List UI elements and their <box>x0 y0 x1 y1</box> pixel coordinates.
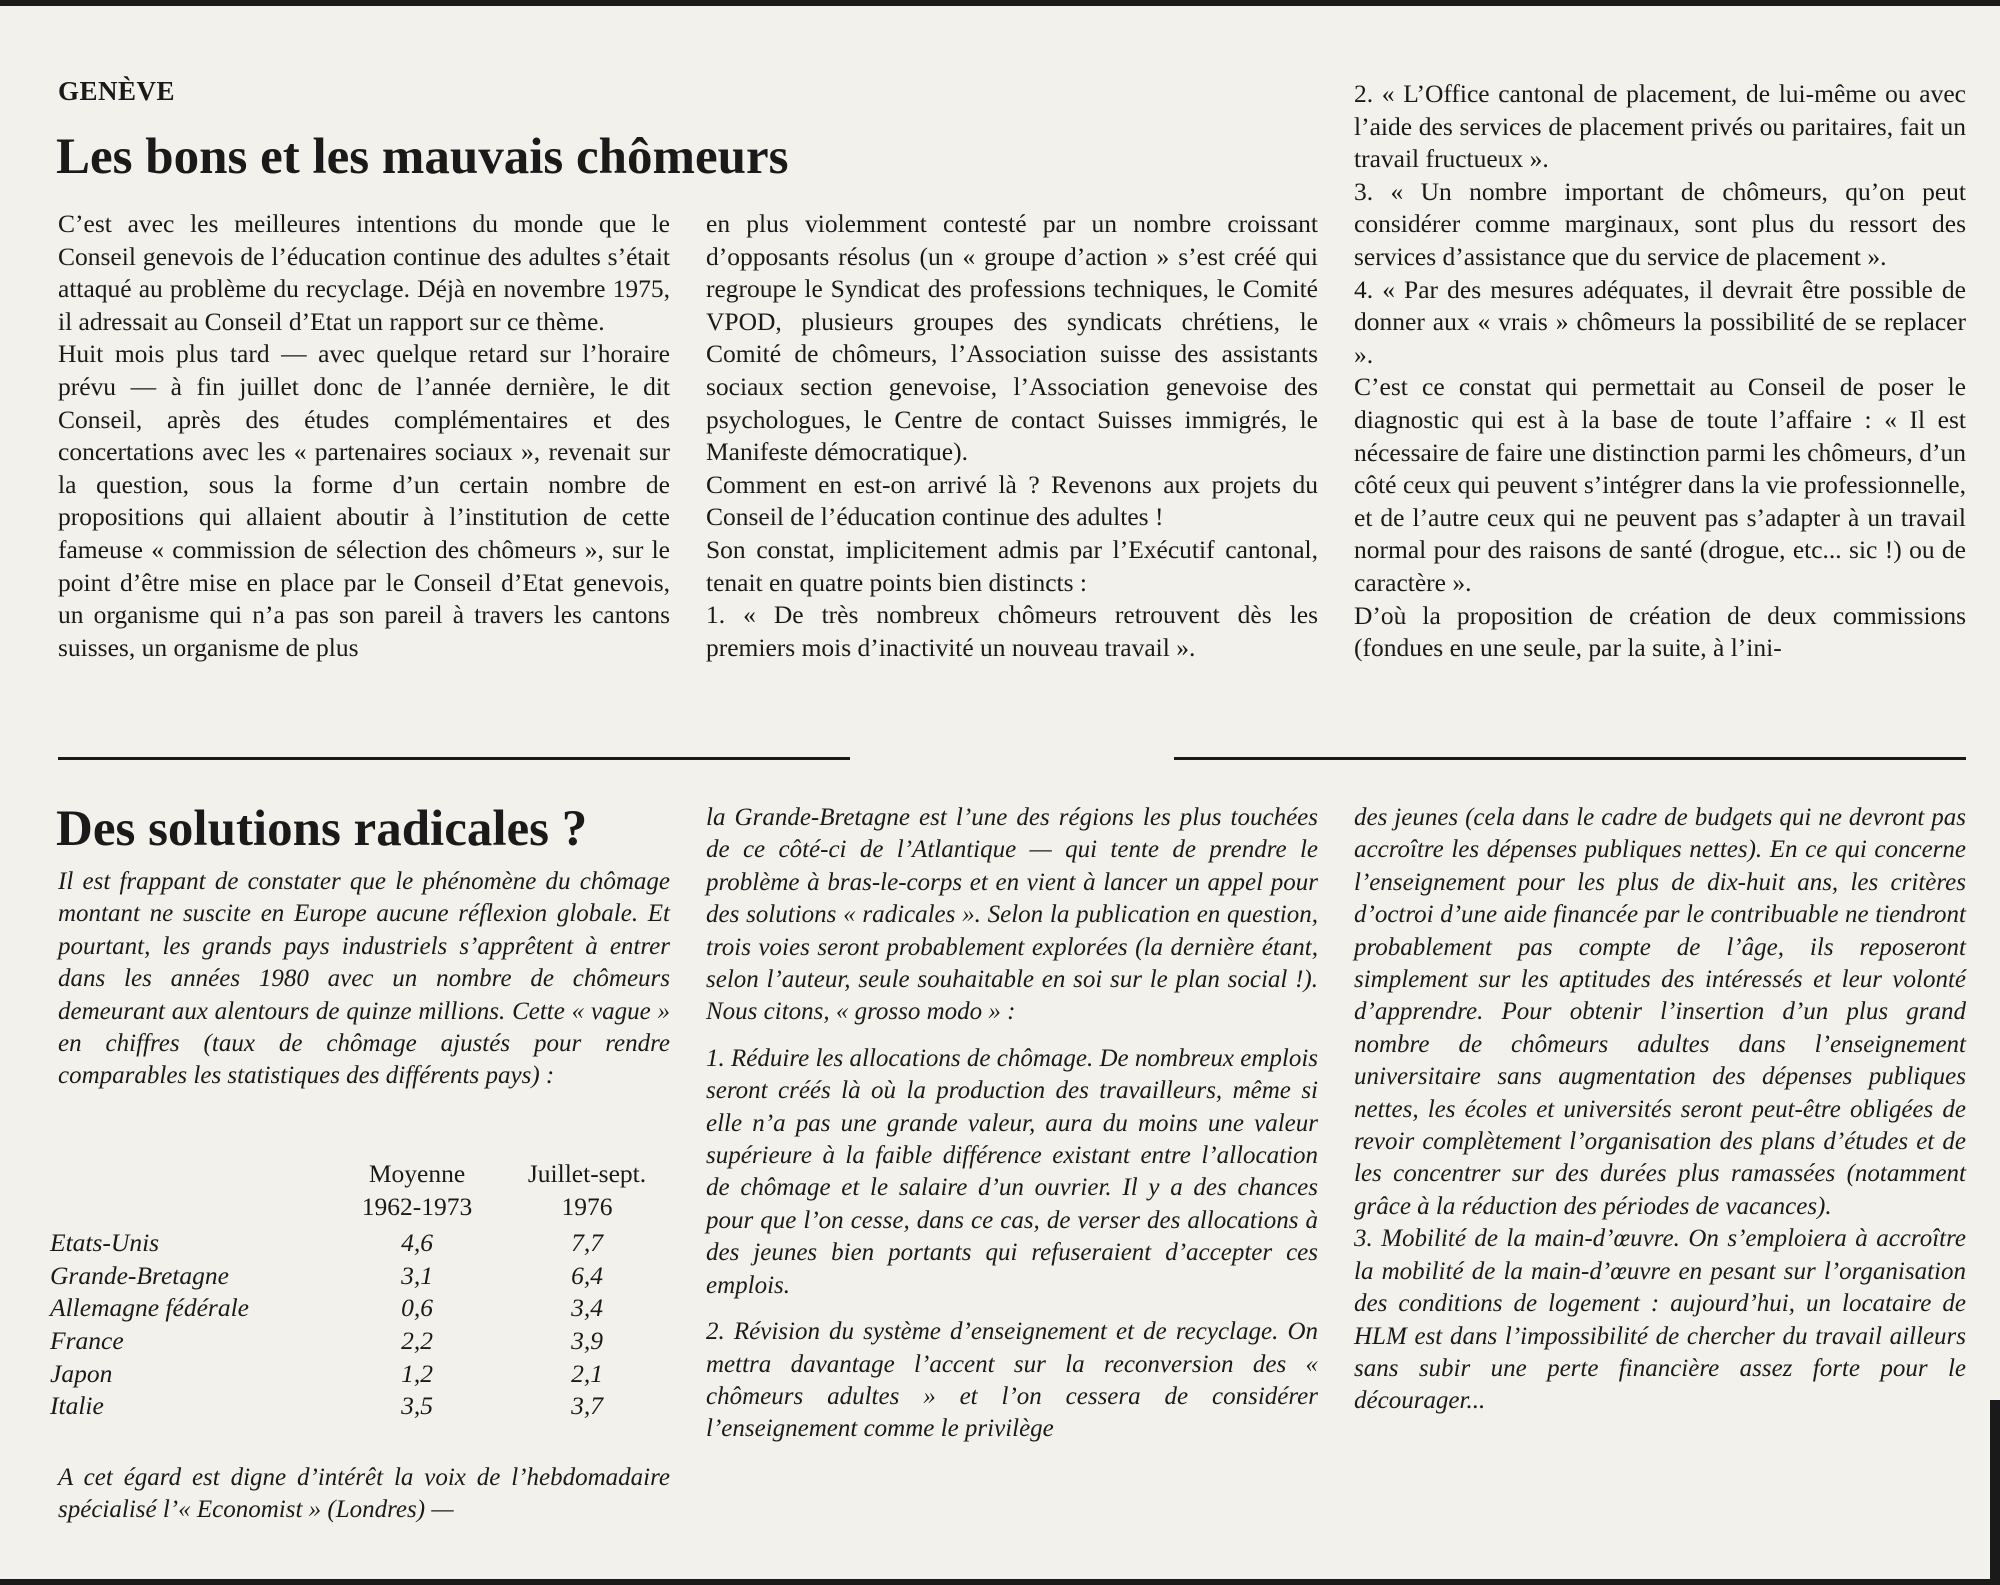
article2-outro <box>58 1462 670 1527</box>
paragraph: 4. « Par des mesures adéquates, il devrait être possible de donner aux « vrais » chômeurs la possibilité de se replacer ». <box>1354 274 1966 369</box>
bottom-border-rule <box>0 1579 2000 1585</box>
table-row <box>50 1260 672 1293</box>
average-cell: 3,5 <box>401 1391 433 1421</box>
article2-intro <box>58 866 670 1093</box>
article1-column-2 <box>706 208 1318 664</box>
q3-cell: 3,7 <box>571 1391 603 1421</box>
country-cell: Allemagne fédérale <box>50 1293 249 1323</box>
article2-column-3 <box>1354 802 1966 1418</box>
paragraph: 2. « L’Office cantonal de placement, de lui-même ou avec l’aide des services de placement privés ou paritaires, fait un travail fructueux ». <box>1354 79 1966 174</box>
paragraph: la Grande-Bretagne est l’une des régions les plus touchées de ce côté-ci de l’Atlantique — qui tente de prendre le problème à bras-le-corps et en vient à lancer un appel pour des solutions « radicales ». Selon la publication en question, trois voies seront probablement explorées (la dernière étant, selon l’auteur, seule souhaitable en soi sur le plan social !). Nous citons, « grosso modo » : <box>706 804 1318 1026</box>
paragraph: A cet égard est digne d’intérêt la voix de l’hebdomadaire spécialisé l’« Economist » (Londres) — <box>58 1464 670 1524</box>
article1-kicker: GENÈVE <box>58 76 176 106</box>
article2-column-2 <box>706 802 1318 1446</box>
header-line: Juillet-sept. <box>527 1159 647 1188</box>
table-header-average <box>332 1158 502 1227</box>
paragraph: Comment en est-on arrivé là ? Revenons aux projets du Conseil de l’éducation continue des adultes ! <box>706 469 1318 532</box>
table-header-q3 <box>502 1158 672 1227</box>
average-cell: 1,2 <box>401 1358 433 1388</box>
paragraph: D’où la proposition de création de deux commissions (fondues en une seule, par la suite, à l’ini- <box>1354 600 1966 663</box>
q3-cell: 7,7 <box>571 1228 603 1258</box>
country-cell: Etats-Unis <box>50 1228 160 1258</box>
table-row <box>50 1358 672 1391</box>
paragraph: Huit mois plus tard — avec quelque retard sur l’horaire prévu — à fin juillet donc de l’année dernière, le dit Conseil, après des études complémentaires et des concertations avec les « partenaires sociaux », revenait sur la question, sous la forme d’un certain nombre de propositions qui allaient aboutir à l’institution de cette fameuse « commission de sélection des chômeurs », sur le point d’être mise en place par le Conseil d’Etat genevois, un organisme qui n’a pas son pareil à travers les cantons suisses, un organisme de plus <box>58 339 670 662</box>
q3-cell: 6,4 <box>571 1260 603 1290</box>
unemployment-table <box>50 1158 672 1423</box>
country-cell: Italie <box>50 1391 104 1421</box>
q3-cell: 3,4 <box>571 1293 603 1323</box>
paragraph: Il est frappant de constater que le phénomène du chômage montant ne suscite en Europe aucune réflexion globale. Et pourtant, les grands pays industriels s’apprêtent à entrer dans les années 1980 avec un nombre de chômeurs demeurant aux alentours de quinze millions. Cette « vague » en chiffres (taux de chômage ajustés pour rendre comparables les statistiques des différents pays) : <box>58 868 670 1090</box>
article1-column-1 <box>58 208 670 664</box>
table-header-row <box>50 1158 672 1227</box>
paragraph: Son constat, implicitement admis par l’Exécutif cantonal, tenait en quatre points bien distincts : <box>706 534 1318 597</box>
article1-column-3 <box>1354 78 1966 665</box>
table-row <box>50 1390 672 1423</box>
paragraph: en plus violemment contesté par un nombre croissant d’opposants résolus (un « groupe d’action » s’est créé qui regroupe le Syndicat des professions techniques, le Comité VPOD, plusieurs groupes des syndicats chrétiens, le Comité de chômeurs, l’Association suisse des assistants sociaux section genevoise, l’Association genevoise des psychologues, le Centre de contact Suisses immigrés, le Manifeste démocratique). <box>706 209 1318 467</box>
country-cell: Grande-Bretagne <box>50 1260 229 1290</box>
average-cell: 2,2 <box>401 1325 433 1355</box>
paragraph: 3. Mobilité de la main-d’œuvre. On s’emploiera à accroître la mobilité de la main-d’œuvre en pesant sur l’organisation des conditions de logement : aujourd’hui, un locataire de HLM est dans l’impossibilité de chercher du travail ailleurs sans subir une perte financière assez forte pour le décourager... <box>1354 1225 1966 1415</box>
table-row <box>50 1325 672 1358</box>
section-divider-left <box>58 757 850 760</box>
average-cell: 4,6 <box>401 1228 433 1258</box>
average-cell: 0,6 <box>401 1293 433 1323</box>
paragraph: 2. Révision du système d’enseignement et de recyclage. On mettra davantage l’accent sur la reconversion des « chômeurs adultes » et l’on cessera de considérer l’enseignement comme le privilège <box>706 1318 1318 1443</box>
table-row <box>50 1292 672 1325</box>
article2-headline: Des solutions radicales ? <box>56 801 588 857</box>
header-line: 1962-1973 <box>361 1191 473 1221</box>
paragraph: 3. « Un nombre important de chômeurs, qu’on peut considérer comme marginaux, sont plus du ressort des services d’assistance que du service de placement ». <box>1354 176 1966 271</box>
top-border-rule <box>0 0 2000 6</box>
paragraph: C’est avec les meilleures intentions du monde que le Conseil genevois de l’éducation continue des adultes s’était attaqué au problème du recyclage. Déjà en novembre 1975, il adressait au Conseil d’Etat un rapport sur ce thème. <box>58 209 670 336</box>
paragraph: des jeunes (cela dans le cadre de budgets qui ne devront pas accroître les dépenses publiques nettes). En ce qui concerne l’enseignement pour les plus de dix-huit ans, les critères d’octroi d’une aide financée par le contribuable ne tiendront probablement pas compte de l’âge, ils reposeront simplement sur les aptitudes des intéressés et leur volonté d’apprendre. Pour obtenir l’insertion d’un plus grand nombre de chômeurs adultes dans l’enseignement universitaire sans augmentation des dépenses publiques nettes, les écoles et universités seront peut-être obligées de revoir complètement l’organisation des plans d’études et de les concentrer sur des durées plus ramassées (notamment grâce à la réduction des périodes de vacances). <box>1354 804 1966 1220</box>
paragraph: C’est ce constat qui permettait au Conseil de poser le diagnostic qui est à la base de toute l’affaire : « Il est nécessaire de faire une distinction parmi les chômeurs, d’un côté ceux qui peuvent s’intégrer dans la vie professionnelle, et de l’autre ceux qui ne peuvent pas s’adapter à un travail normal pour des raisons de santé (drogue, etc... sic !) ou de caractère ». <box>1354 372 1966 597</box>
q3-cell: 3,9 <box>571 1325 603 1355</box>
paragraph: 1. Réduire les allocations de chômage. De nombreux emplois seront créés là où la production des travailleurs, même si elle n’a pas une grande valeur, aura du moins une valeur supérieure à la faible différence existant entre l’allocation de chômage et le salaire d’un ouvrier. Il y a des chances pour que l’on cesse, dans ce cas, de verser des allocations à des jeunes bien portants qui refuseraient d’accepter ces emplois. <box>706 1044 1318 1299</box>
average-cell: 3,1 <box>401 1260 433 1290</box>
section-divider-right <box>1174 757 1966 760</box>
table-header-blank <box>50 1158 332 1227</box>
page-edge-shadow <box>1990 1400 2000 1585</box>
table-row <box>50 1227 672 1260</box>
country-cell: Japon <box>50 1358 113 1388</box>
header-line: Moyenne <box>368 1159 466 1188</box>
article1-headline: Les bons et les mauvais chômeurs <box>56 129 789 185</box>
country-cell: France <box>50 1325 124 1355</box>
q3-cell: 2,1 <box>571 1358 603 1388</box>
header-line: 1976 <box>561 1191 613 1221</box>
paragraph: 1. « De très nombreux chômeurs retrouvent dès les premiers mois d’inactivité un nouveau travail ». <box>706 600 1318 662</box>
